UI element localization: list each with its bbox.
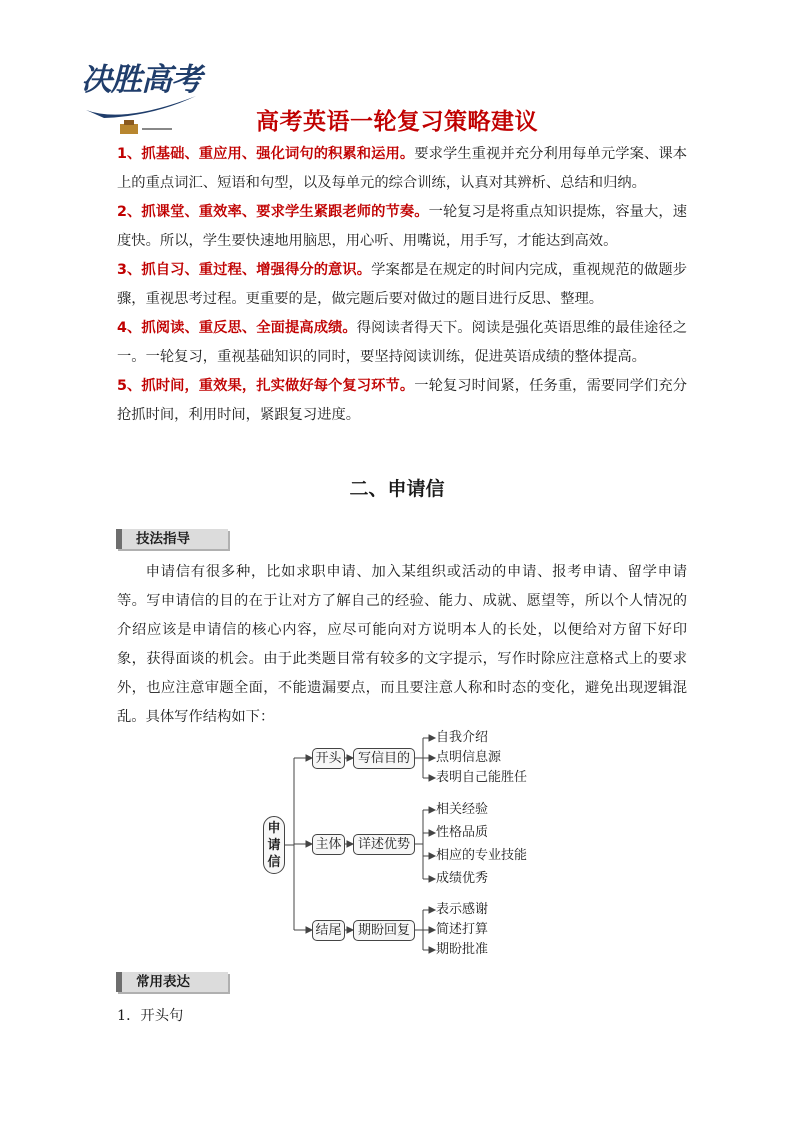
list-item: 1．开头句 xyxy=(117,1008,184,1024)
body-paragraph: 申请信有很多种，比如求职申请、加入某组织或活动的申请、报考申请、留学申请等。写申请信的目的在于让对方了解自己的经验、能力、成就、愿望等，所以个人情况的介绍应该是申请信的核心内容，应尽可能向对方说明本人的长处，以便给对方留下好印象，获得面谈的机会。由于此类题目常有较多的文字提示，写作时除应注意格式上的要求外，也应注意审题全面，不能遗漏要点，而且要注意人称和时态的变化，避免出现逻辑混乱。具体写作结构如下： xyxy=(117,564,687,725)
strategy-item xyxy=(117,140,687,198)
strategy-heading: 2、抓课堂、重效率、要求学生紧跟老师的节奏。 xyxy=(117,204,429,220)
section-badge-expressions: 常用表达 xyxy=(116,972,228,992)
strategy-text: 一轮复习是将重点知识提炼，容量大，速度快。所以，学生要快速地用脑思，用心听、用嘴说，用手写，才能达到高效。 xyxy=(117,204,687,249)
structure-diagram xyxy=(260,728,560,960)
diagram-leaf: 相应的专业技能 xyxy=(436,848,528,863)
diagram-root: 申请信 xyxy=(263,816,285,874)
strategy-text: 学案都是在规定的时间内完成，重视规范的做题步骤，重视思考过程。更重要的是，做完题后要对做过的题目进行反思、整理。 xyxy=(117,262,687,307)
page-title: 高考英语一轮复习策略建议 xyxy=(256,109,538,135)
diagram-leaf: 表明自己能胜任 xyxy=(436,770,528,785)
diagram-leaf: 表示感谢 xyxy=(436,902,489,917)
strategy-heading: 5、抓时间，重效果，扎实做好每个复习环节。 xyxy=(117,378,415,394)
strategy-heading: 3、抓自习、重过程、增强得分的意识。 xyxy=(117,262,372,278)
diagram-leaf: 自我介绍 xyxy=(436,730,489,745)
section-title: 二、申请信 xyxy=(349,478,445,500)
diagram-leaf: 简述打算 xyxy=(436,922,489,937)
strategy-item xyxy=(117,372,687,430)
body-text xyxy=(117,558,687,732)
section-badge-tips: 技法指导 xyxy=(116,529,228,549)
strategy-item xyxy=(117,198,687,256)
strategy-text: 得阅读者得天下。阅读是强化英语思维的最佳途径之一。一轮复习，重视基础知识的同时，要坚持阅读训练，促进英语成绩的整体提高。 xyxy=(117,320,687,365)
strategy-heading: 4、抓阅读、重反思、全面提高成绩。 xyxy=(117,320,357,336)
strategy-list xyxy=(117,140,687,430)
diagram-part-body: 主体 xyxy=(312,834,345,855)
diagram-part-opening: 开头 xyxy=(312,748,345,769)
diagram-leaf: 成绩优秀 xyxy=(436,871,489,886)
strategy-item xyxy=(117,314,687,372)
diagram-leaf: 期盼批准 xyxy=(436,942,489,957)
diagram-leaf: 点明信息源 xyxy=(436,750,502,765)
strategy-text: 要求学生重视并充分利用每单元学案、课本上的重点词汇、短语和句型，以及每单元的综合训练，认真对其辨析、总结和归纳。 xyxy=(117,146,687,191)
diagram-purpose-opening: 写信目的 xyxy=(353,748,415,769)
strategy-heading: 1、抓基础、重应用、强化词句的积累和运用。 xyxy=(117,146,415,162)
diagram-purpose-body: 详述优势 xyxy=(353,834,415,855)
diagram-part-closing: 结尾 xyxy=(312,920,345,941)
strategy-text: 一轮复习时间紧，任务重，需要同学们充分抢抓时间，利用时间，紧跟复习进度。 xyxy=(117,378,687,423)
diagram-leaf: 性格品质 xyxy=(436,825,489,840)
diagram-leaf: 相关经验 xyxy=(436,802,489,817)
logo-text: 决胜高考 xyxy=(81,62,201,98)
diagram-purpose-closing: 期盼回复 xyxy=(353,920,415,941)
strategy-item xyxy=(117,256,687,314)
